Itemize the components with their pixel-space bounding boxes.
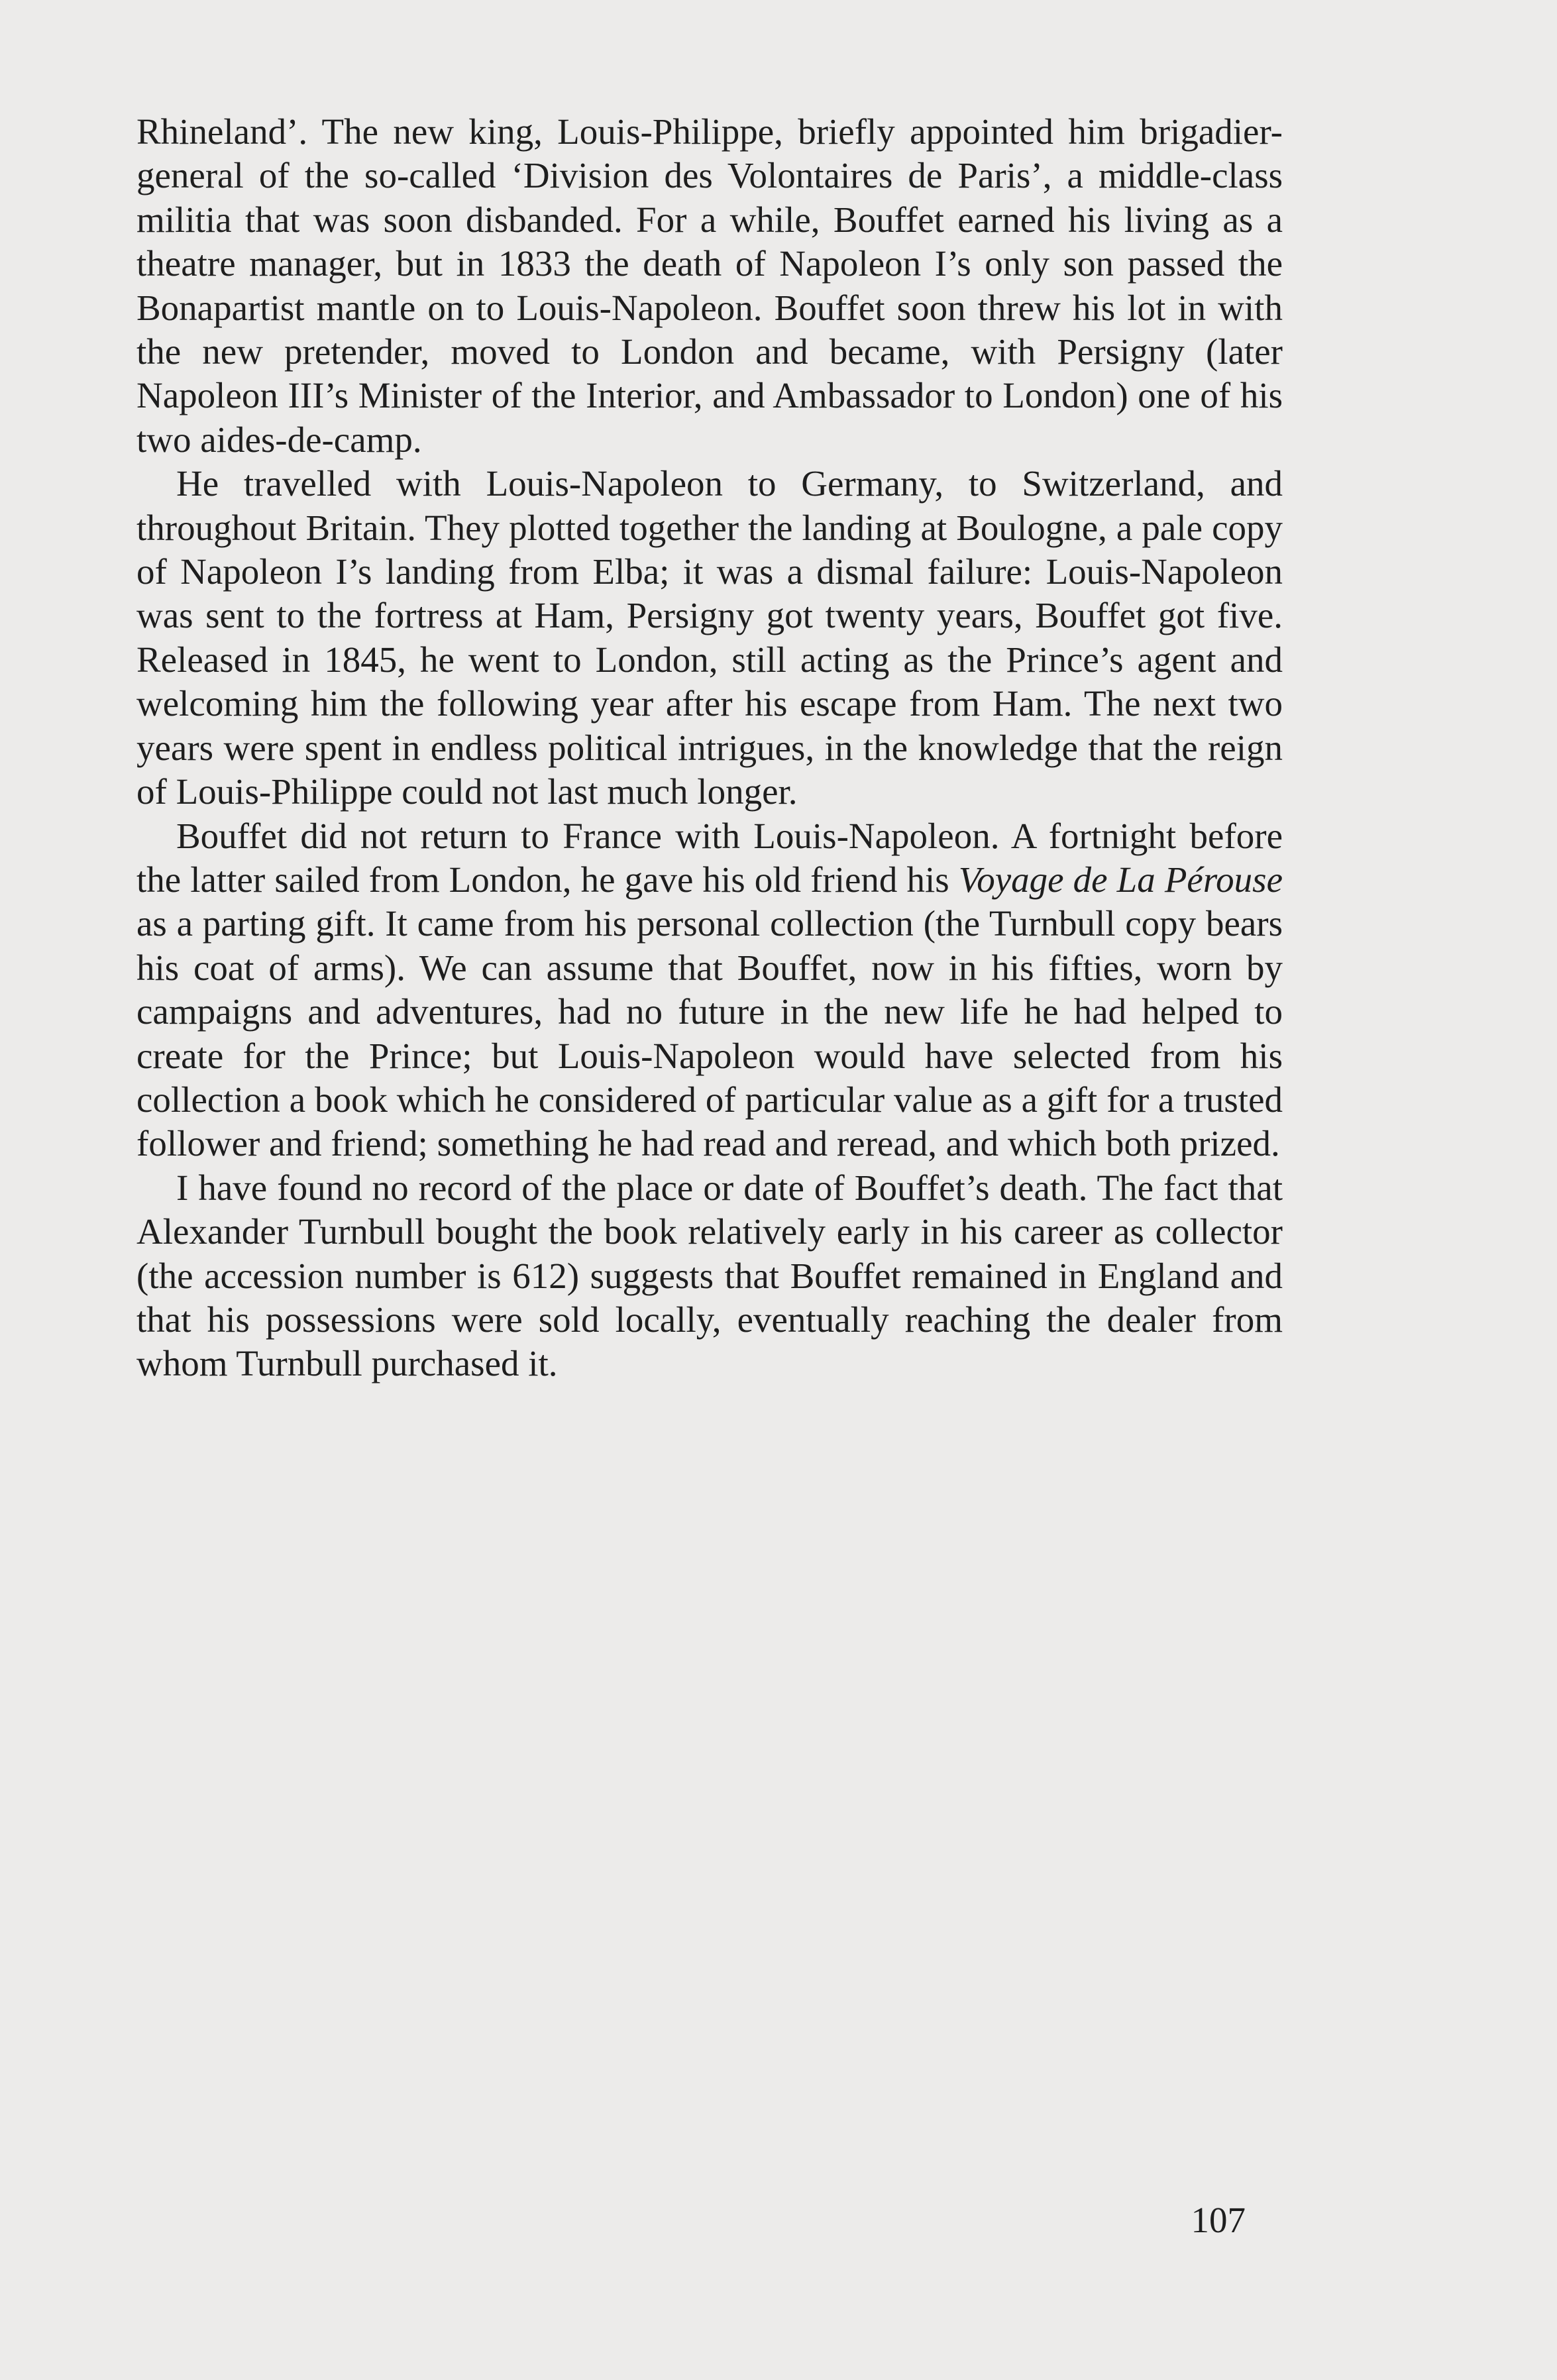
book-title: Voyage de La Pérouse [958, 859, 1283, 900]
page-number: 107 [1191, 2200, 1246, 2240]
paragraph-2 [136, 462, 1283, 814]
paragraph-3 [136, 814, 1283, 1166]
paragraph-4-text: I have found no record of the place or date of Bouffet’s death. The fact that Alexander Turnbull bought the book relatively early in his career as collector (the accession number is 612) suggests that Bouffet remained in England and that his possessions were sold locally, eventually reaching the dealer from whom Turnbull purchased it. [136, 1167, 1283, 1384]
body-text [136, 110, 1283, 1386]
paragraph-4 [136, 1166, 1283, 1386]
paragraph-1-text: Rhineland’. The new king, Louis-Philippe, briefly appointed him brigadier-general of the so-called ‘Division des Volontaires de Paris’, a middle-class militia that was soon disbanded. For a while, Bouffet earned his living as a theatre manager, but in 1833 the death of Napoleon I’s only son passed the Bonapartist mantle on to Louis-Napoleon. Bouffet soon threw his lot in with the new pretender, moved to London and became, with Persigny (later Napoleon III’s Minister of the Interior, and Ambassador to London) one of his two aides-de-camp. [136, 111, 1283, 460]
paragraph-2-text: He travelled with Louis-Napoleon to Germany, to Switzerland, and throughout Britain. They plotted together the landing at Boulogne, a pale copy of Napoleon I’s landing from Elba; it was a dismal failure: Louis-Napoleon was sent to the fortress at Ham, Persigny got twenty years, Bouffet got five. Released in 1845, he went to London, still acting as the Prince’s agent and welcoming him the following year after his escape from Ham. The next two years were spent in endless political intrigues, in the knowledge that the reign of Louis-Philippe could not last much longer. [136, 463, 1283, 812]
paragraph-3-text-b: as a parting gift. It came from his personal collection (the Turnbull copy bears his coat of arms). We can assume that Bouffet, now in his fifties, worn by campaigns and adventures, had no future in the new life he had helped to create for the Prince; but Louis-Napoleon would have selected from his collection a book which he considered of particular value as a gift for a trusted follower and friend; something he had read and reread, and which both prized. [136, 903, 1283, 1164]
paragraph-3-text-a: Bouffet did not return to France with Louis-Napoleon. A fortnight before the latter sailed from London, he gave his old friend his [136, 815, 1283, 900]
paragraph-1 [136, 110, 1283, 462]
